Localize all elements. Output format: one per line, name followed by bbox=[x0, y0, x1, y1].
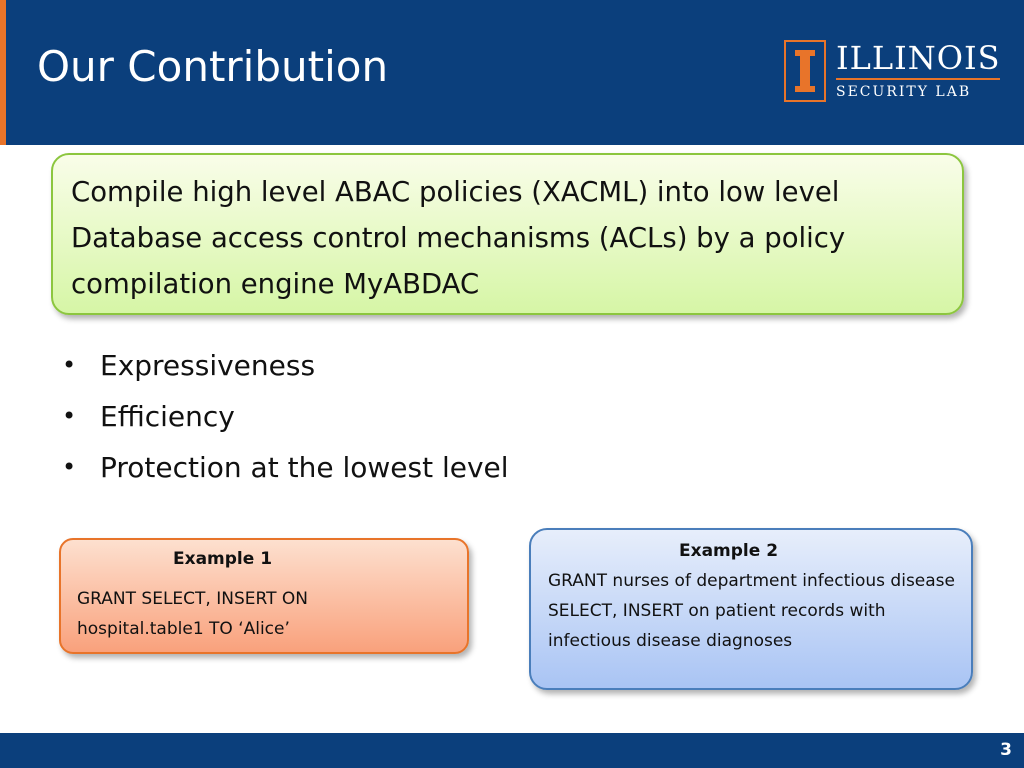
bullet-icon: • bbox=[62, 351, 77, 379]
bullet-text: Protection at the lowest level bbox=[100, 451, 509, 484]
logo-wordmark: ILLINOIS bbox=[836, 39, 1001, 77]
logo-divider bbox=[836, 78, 1000, 80]
bullet-item bbox=[62, 442, 509, 493]
bullet-icon: • bbox=[62, 402, 77, 430]
example-1-title: Example 1 bbox=[173, 549, 273, 569]
example-2-box bbox=[529, 528, 973, 690]
callout-text: Compile high level ABAC policies (XACML) into low level Database access control mechanisms (ACLs) by a policy compilation engine MyABDAC bbox=[71, 176, 846, 300]
bullet-item bbox=[62, 391, 509, 442]
contribution-callout bbox=[51, 153, 964, 315]
logo-subtitle: SECURITY LAB bbox=[836, 84, 972, 100]
block-i-icon bbox=[784, 40, 826, 102]
illinois-security-lab-logo bbox=[784, 40, 1004, 102]
header-accent-stripe bbox=[0, 0, 6, 145]
footer-bar bbox=[0, 733, 1024, 768]
example-1-body: GRANT SELECT, INSERT ON hospital.table1 TO ‘Alice’ bbox=[77, 589, 308, 639]
example-2-title: Example 2 bbox=[679, 541, 779, 561]
bullet-text: Expressiveness bbox=[100, 349, 316, 382]
slide-title: Our Contribution bbox=[37, 42, 389, 91]
example-1-box bbox=[59, 538, 469, 654]
bullet-item bbox=[62, 340, 509, 391]
page-number: 3 bbox=[1000, 740, 1012, 760]
header-bar bbox=[0, 0, 1024, 145]
bullet-list bbox=[62, 340, 509, 493]
bullet-icon: • bbox=[62, 453, 77, 481]
example-2-body: GRANT nurses of department infectious disease SELECT, INSERT on patient records with infectious disease diagnoses bbox=[548, 571, 955, 651]
bullet-text: Efficiency bbox=[100, 400, 235, 433]
